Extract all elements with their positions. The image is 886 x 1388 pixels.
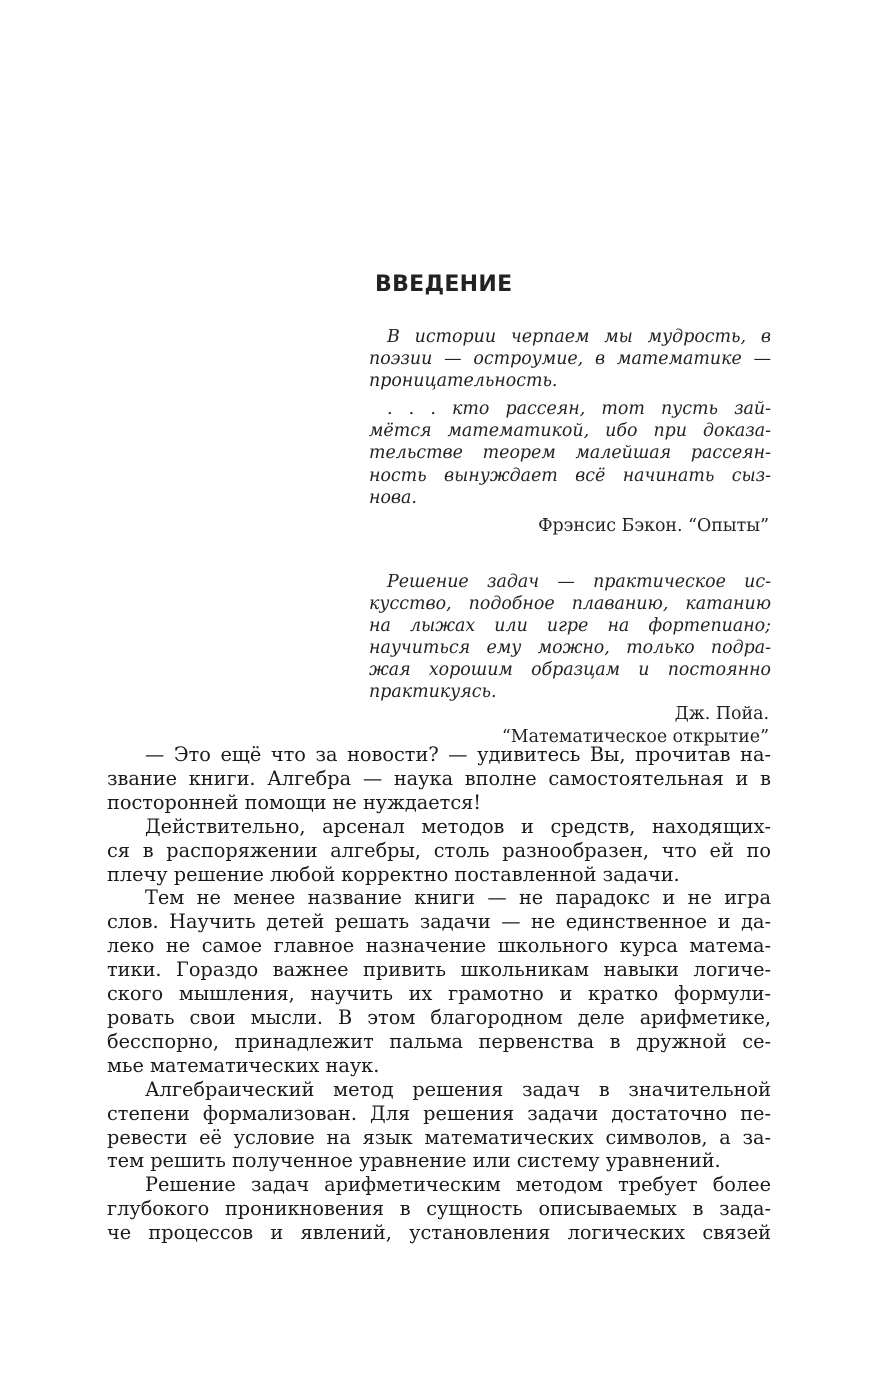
epigraph-line: проницательность.	[369, 371, 558, 392]
text-line: ревести её условие на язык математических символов, а за-	[107, 1125, 771, 1149]
text-line: ся в распоряжении алгебры, столь разнообразен, что ей по	[107, 838, 771, 862]
epigraph-line: поэзии — остроумие, в математике —	[369, 349, 771, 370]
epigraph-line: кусство, подобное плаванию, катанию	[369, 593, 771, 614]
text-line: тем решить полученное уравнение или систему уравнений.	[107, 1149, 721, 1173]
text-line: тики. Гораздо важнее привить школьникам навыки логиче-	[107, 958, 771, 982]
text-line: че процессов и явлений, установления логических связей	[107, 1221, 771, 1245]
epigraph-polya	[369, 571, 771, 704]
text-line: звание книги. Алгебра — наука вполне самостоятельная и в	[107, 766, 771, 790]
text-line: глубокого проникновения в сущность описываемых в зада-	[107, 1197, 771, 1221]
paragraph-2	[107, 815, 771, 887]
epigraph-line: на лыжах или игре на фортепиано;	[369, 616, 771, 637]
epigraph-line: Решение задач — практическое ис-	[387, 571, 771, 592]
text-line: Действительно, арсенал методов и средств, находящих-	[145, 814, 771, 838]
text-line: Решение задач арифметическим методом требует более	[145, 1173, 771, 1197]
text-line: Алгебраический метод решения задач в значительной	[145, 1077, 771, 1101]
text-line: леко не самое главное назначение школьного курса матема-	[107, 934, 771, 958]
paragraph-4	[107, 1078, 771, 1174]
text-line: — Это ещё что за новости? — удивитесь Вы, прочитав на-	[145, 743, 771, 766]
text-line: ского мышления, научить их грамотно и кратко формули-	[107, 982, 771, 1006]
body-text	[107, 743, 771, 1245]
epigraph-line: В истории черпаем мы мудрость, в	[387, 327, 771, 347]
text-line: посторонней помощи не нуждается!	[107, 790, 482, 814]
epigraph-line: . . . кто рассеян, тот пусть зай-	[387, 399, 771, 420]
epigraph-line: нова.	[369, 487, 417, 508]
epigraph-line: мётся математикой, ибо при доказа-	[369, 421, 771, 442]
epigraph-polya-attribution-source: “Математическое открытие”	[501, 726, 769, 747]
epigraphs-block	[369, 326, 771, 748]
epigraph-polya-attribution-author: Дж. Пойа.	[674, 704, 769, 725]
epigraph-bacon-attribution: Фрэнсис Бэкон. “Опыты”	[538, 515, 769, 536]
text-line: плечу решение любой корректно поставленной задачи.	[107, 862, 680, 886]
text-line: степени формализован. Для решения задачи достаточно пе-	[107, 1101, 771, 1125]
epigraph-line: ность вынуждает всё начинать сыз-	[369, 465, 771, 486]
epigraph-line: научиться ему можно, только подра-	[369, 638, 771, 659]
text-line: мье математических наук.	[107, 1053, 380, 1077]
text-line: ровать свои мысли. В этом благородном деле арифметике,	[107, 1005, 771, 1029]
chapter-heading: ВВЕДЕНИЕ	[375, 272, 513, 297]
epigraph-line: практикуясь.	[369, 682, 497, 703]
epigraph-line: жая хорошим образцам и постоянно	[369, 660, 771, 681]
paragraph-5	[107, 1173, 771, 1245]
epigraph-line: тельстве теорем малейшая рассеян-	[369, 443, 771, 464]
epigraph-bacon-para-1	[369, 326, 771, 392]
paragraph-3	[107, 886, 771, 1077]
text-line: бесспорно, принадлежит пальма первенства в дружной се-	[107, 1029, 771, 1053]
text-line: слов. Научить детей решать задачи — не единственное и да-	[107, 910, 771, 934]
text-line: Тем не менее название книги — не парадокс и не игра	[145, 886, 771, 910]
epigraph-bacon-para-2	[369, 398, 771, 508]
paragraph-1	[107, 743, 771, 815]
